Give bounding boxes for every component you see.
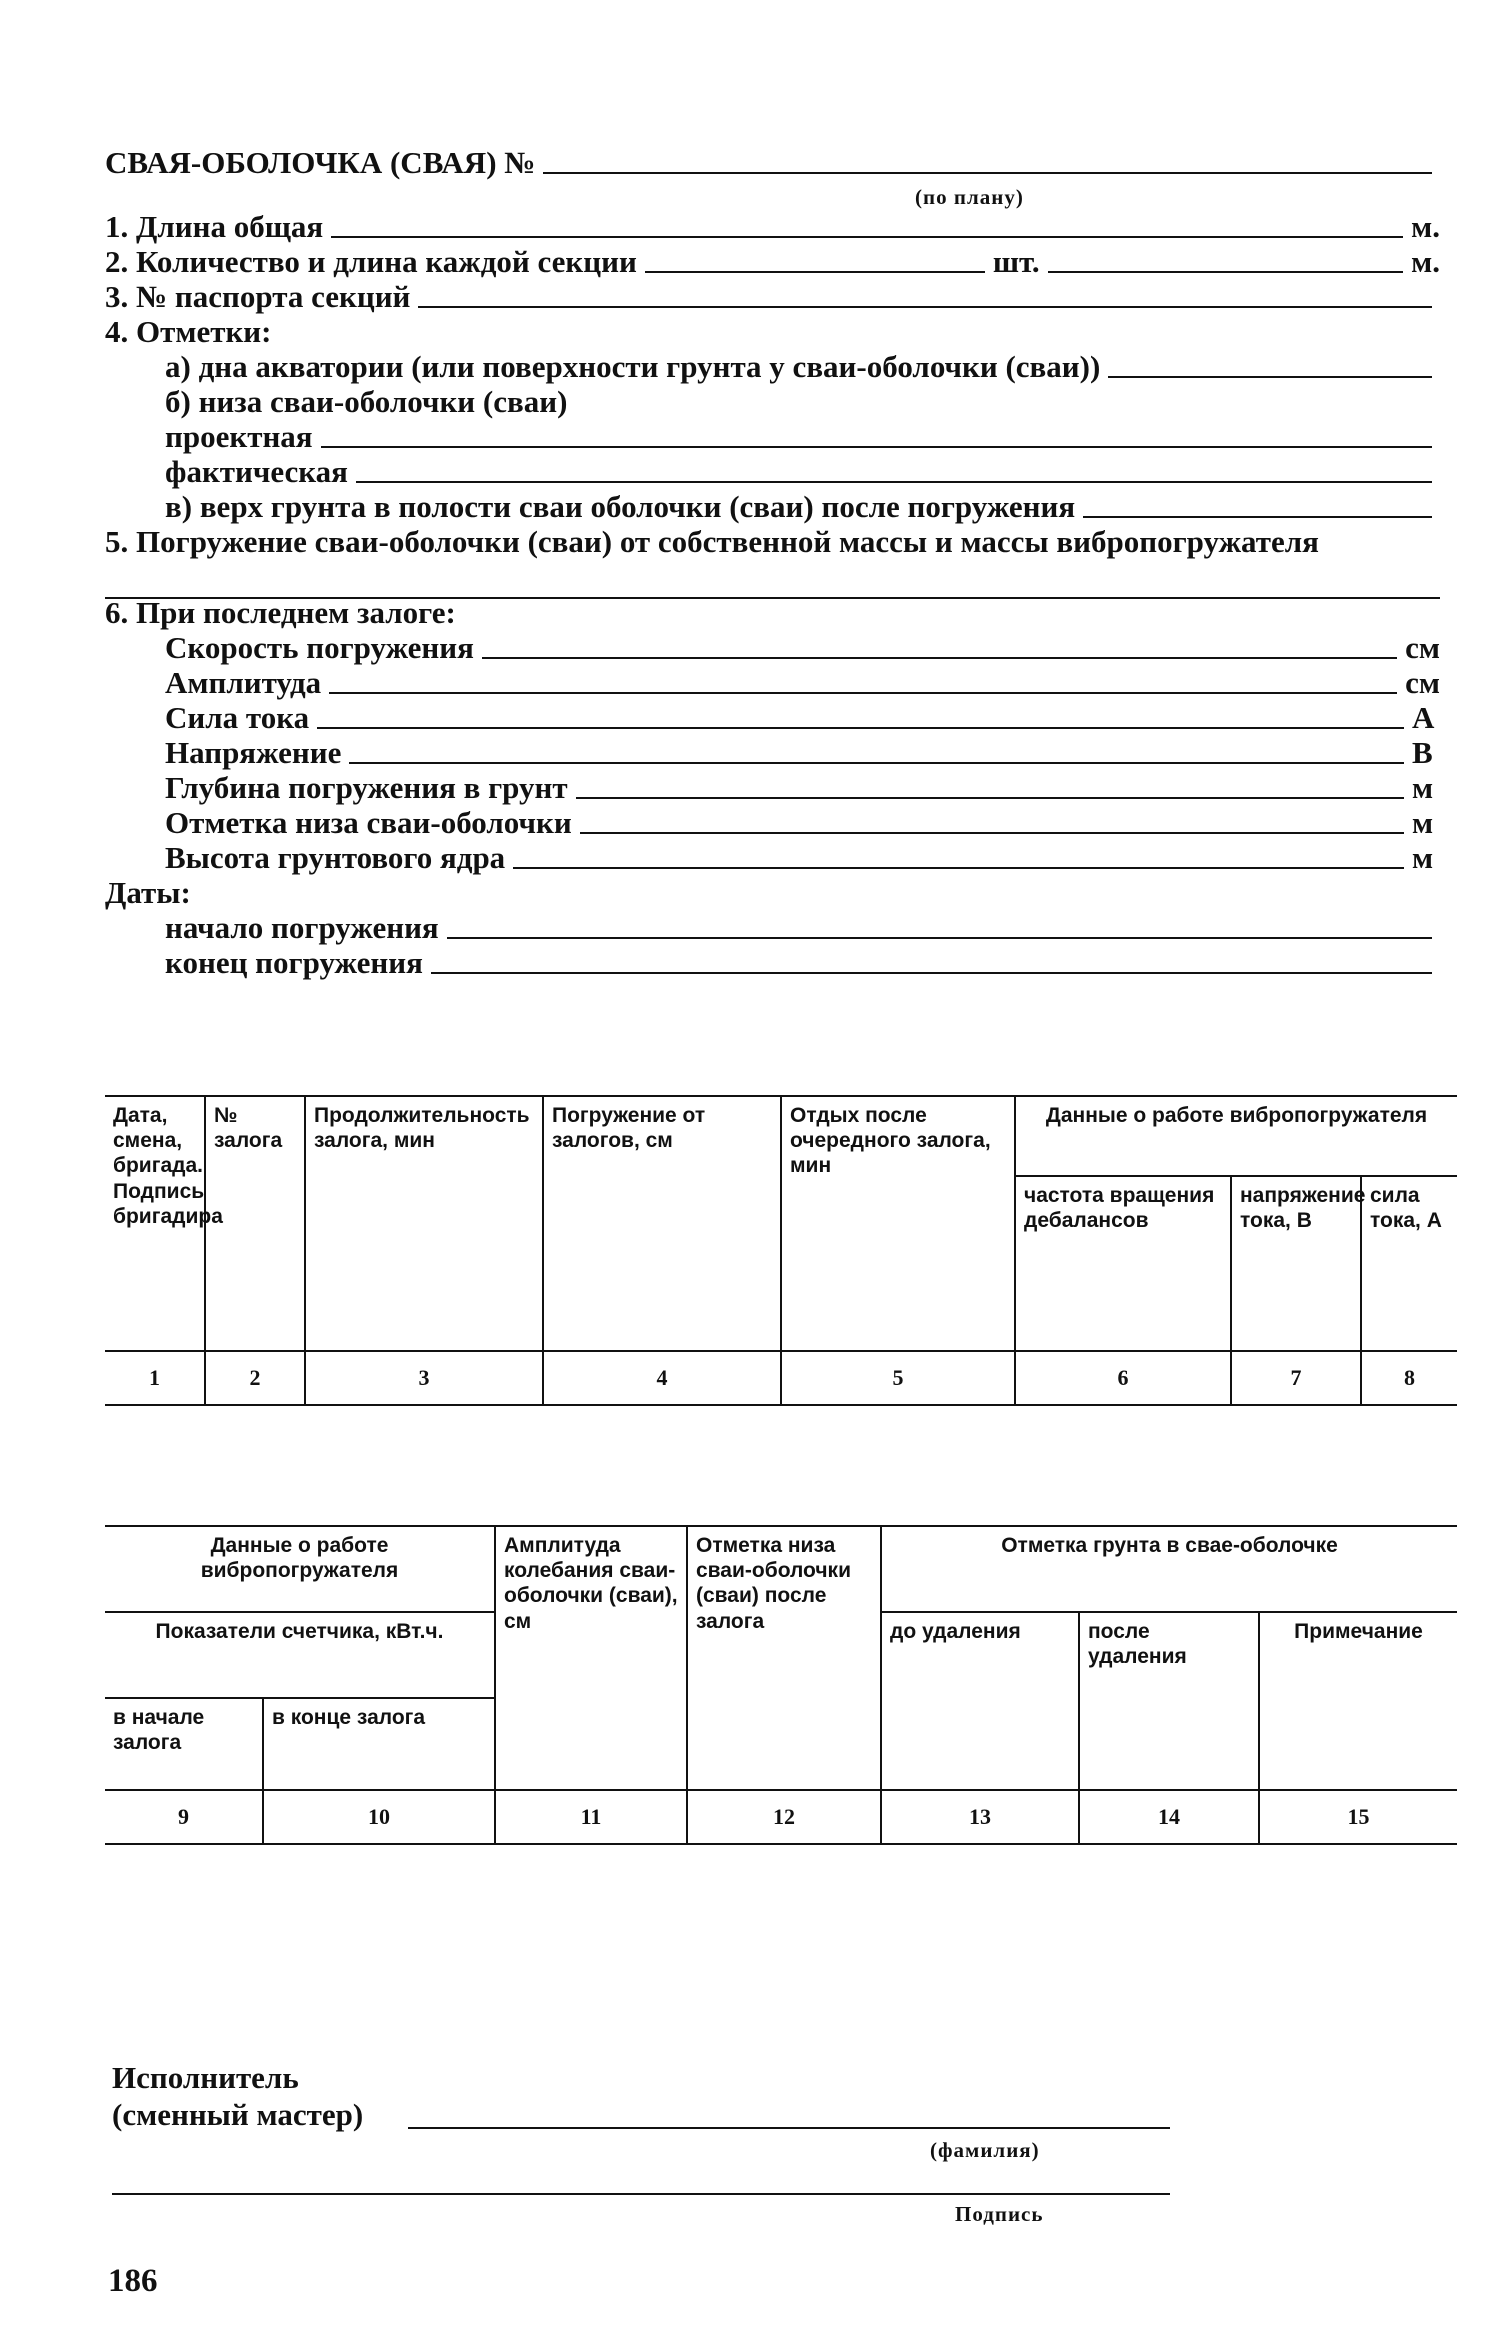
dates-label: Даты: [105, 875, 191, 910]
end-field[interactable] [431, 972, 1432, 974]
amplitude-unit: см [1405, 665, 1440, 700]
bottom-label: Отметка низа сваи-оболочки [165, 805, 572, 840]
title-row [105, 145, 1440, 181]
end-row [165, 945, 1440, 981]
length-row [105, 209, 1440, 245]
header-volt: напряжение тока, В [1231, 1176, 1361, 1351]
header-vibro2: Данные о работе вибропогружателя [105, 1526, 495, 1612]
header-bottom: Отметка низа сваи-оболочки (сваи) после залога [687, 1526, 881, 1790]
mark-c-label: в) верх грунта в полости сваи оболочки (сваи) после погружения [165, 489, 1076, 524]
voltage-label: Напряжение [165, 735, 342, 770]
col-number: 6 [1015, 1351, 1231, 1405]
amplitude-field[interactable] [329, 692, 1397, 694]
depth-label: Глубина погружения в грунт [165, 770, 568, 805]
header-vibro: Данные о работе вибропогружателя [1015, 1096, 1457, 1176]
mark-b-row [165, 384, 1440, 420]
header-no: № залога [205, 1096, 305, 1351]
sections-count-field[interactable] [645, 271, 985, 273]
voltage-row [165, 735, 1440, 771]
immersion-label: 5. Погружение сваи-оболочки (сваи) от собственной массы и массы вибропогружателя [105, 524, 1319, 559]
current-label: Сила тока [165, 700, 310, 735]
mark-design-label: проектная [165, 419, 313, 454]
pile-number-field[interactable] [543, 172, 1432, 174]
speed-label: Скорость погружения [165, 630, 474, 665]
bottom-field[interactable] [580, 832, 1404, 834]
length-unit: м. [1411, 209, 1440, 244]
header-rest: Отдых после очередного залога, мин [781, 1096, 1015, 1351]
col-number: 15 [1259, 1790, 1457, 1844]
depth-row [165, 770, 1440, 806]
mark-actual-field[interactable] [356, 481, 1432, 483]
amplitude-label: Амплитуда [165, 665, 322, 700]
executor-label: Исполнитель [112, 2060, 299, 2095]
last-row [105, 595, 1440, 631]
core-field[interactable] [513, 867, 1404, 869]
header-start: в начале залога [105, 1698, 263, 1790]
passport-field[interactable] [418, 306, 1432, 308]
col-number: 3 [305, 1351, 543, 1405]
surname-field[interactable] [408, 2127, 1170, 2129]
last-label: 6. При последнем залоге: [105, 595, 456, 630]
header-meter: Показатели счетчика, кВт.ч. [105, 1612, 495, 1698]
mark-actual-label: фактическая [165, 454, 348, 489]
mark-b-label: б) низа сваи-оболочки (сваи) [165, 384, 568, 419]
header-after: после удаления [1079, 1612, 1259, 1790]
mark-c-field[interactable] [1083, 516, 1432, 518]
bottom-row [165, 805, 1440, 841]
mark-a-field[interactable] [1108, 376, 1432, 378]
core-row [165, 840, 1440, 876]
header-curr: сила тока, А [1361, 1176, 1457, 1351]
col-number: 10 [263, 1790, 495, 1844]
col-number: 12 [687, 1790, 881, 1844]
header-freq: частота вращения дебалансов [1015, 1176, 1231, 1351]
signature-field[interactable] [112, 2193, 1170, 2195]
length-field[interactable] [331, 236, 1403, 238]
col-number: 11 [495, 1790, 687, 1844]
sections-unit-pcs: шт. [992, 244, 1040, 279]
sections-row [105, 244, 1440, 280]
header-amp: Амплитуда колебания сваи-оболочки (сваи), см [495, 1526, 687, 1790]
sections-unit-m: м. [1411, 244, 1440, 279]
col-number: 9 [105, 1790, 263, 1844]
dates-row [105, 875, 1440, 911]
col-number: 8 [1361, 1351, 1457, 1405]
signature-note: Подпись [955, 2202, 1044, 2226]
header-end: в конце залога [263, 1698, 495, 1790]
mark-a-row [165, 349, 1440, 385]
col-number: 2 [205, 1351, 305, 1405]
start-row [165, 910, 1440, 946]
speed-unit: см [1405, 630, 1440, 665]
mark-design-field[interactable] [321, 446, 1432, 448]
end-label: конец погружения [165, 945, 423, 980]
current-unit: А [1412, 700, 1435, 735]
mark-a-label: а) дна акватории (или поверхности грунта у сваи-оболочки (сваи)) [165, 349, 1101, 384]
current-field[interactable] [317, 727, 1404, 729]
depth-field[interactable] [576, 797, 1404, 799]
title-note: (по плану) [915, 185, 1024, 209]
header-note: Примечание [1259, 1612, 1457, 1790]
immersion-log-table [105, 1095, 1457, 1406]
immersion-row [105, 524, 1440, 560]
form-title: СВАЯ-ОБОЛОЧКА (СВАЯ) № [105, 145, 536, 180]
core-unit: м [1412, 840, 1434, 875]
master-label: (сменный мастер) [112, 2097, 364, 2132]
speed-field[interactable] [482, 657, 1397, 659]
mark-c-row [165, 489, 1440, 525]
header-duration: Продолжительность залога, мин [305, 1096, 543, 1351]
passport-label: 3. № паспорта секций [105, 279, 411, 314]
sections-length-field[interactable] [1048, 271, 1403, 273]
col-number: 14 [1079, 1790, 1259, 1844]
depth-unit: м [1412, 770, 1434, 805]
voltage-unit: В [1412, 735, 1433, 770]
vibro-data-table [105, 1525, 1457, 1845]
voltage-field[interactable] [349, 762, 1404, 764]
passport-row [105, 279, 1440, 315]
start-field[interactable] [447, 937, 1432, 939]
mark-actual-row [165, 454, 1440, 490]
amplitude-row [165, 665, 1440, 701]
start-label: начало погружения [165, 910, 439, 945]
col-number: 1 [105, 1351, 205, 1405]
current-row [165, 700, 1440, 736]
col-number: 13 [881, 1790, 1079, 1844]
col-number: 4 [543, 1351, 781, 1405]
length-label: 1. Длина общая [105, 209, 324, 244]
core-label: Высота грунтового ядра [165, 840, 506, 875]
header-soil: Отметка грунта в свае-оболочке [881, 1526, 1457, 1612]
col-number: 7 [1231, 1351, 1361, 1405]
marks-label: 4. Отметки: [105, 314, 272, 349]
header-before: до удаления [881, 1612, 1079, 1790]
page-number: 186 [108, 2263, 158, 2299]
surname-note: (фамилия) [930, 2138, 1040, 2162]
header-date: Дата, смена, бригада. Подпись бригадира [105, 1096, 205, 1351]
sections-label: 2. Количество и длина каждой секции [105, 244, 637, 279]
header-immersion: Погружение от залогов, см [543, 1096, 781, 1351]
mark-design-row [165, 419, 1440, 455]
col-number: 5 [781, 1351, 1015, 1405]
bottom-unit: м [1412, 805, 1434, 840]
speed-row [165, 630, 1440, 666]
marks-row [105, 314, 1440, 350]
